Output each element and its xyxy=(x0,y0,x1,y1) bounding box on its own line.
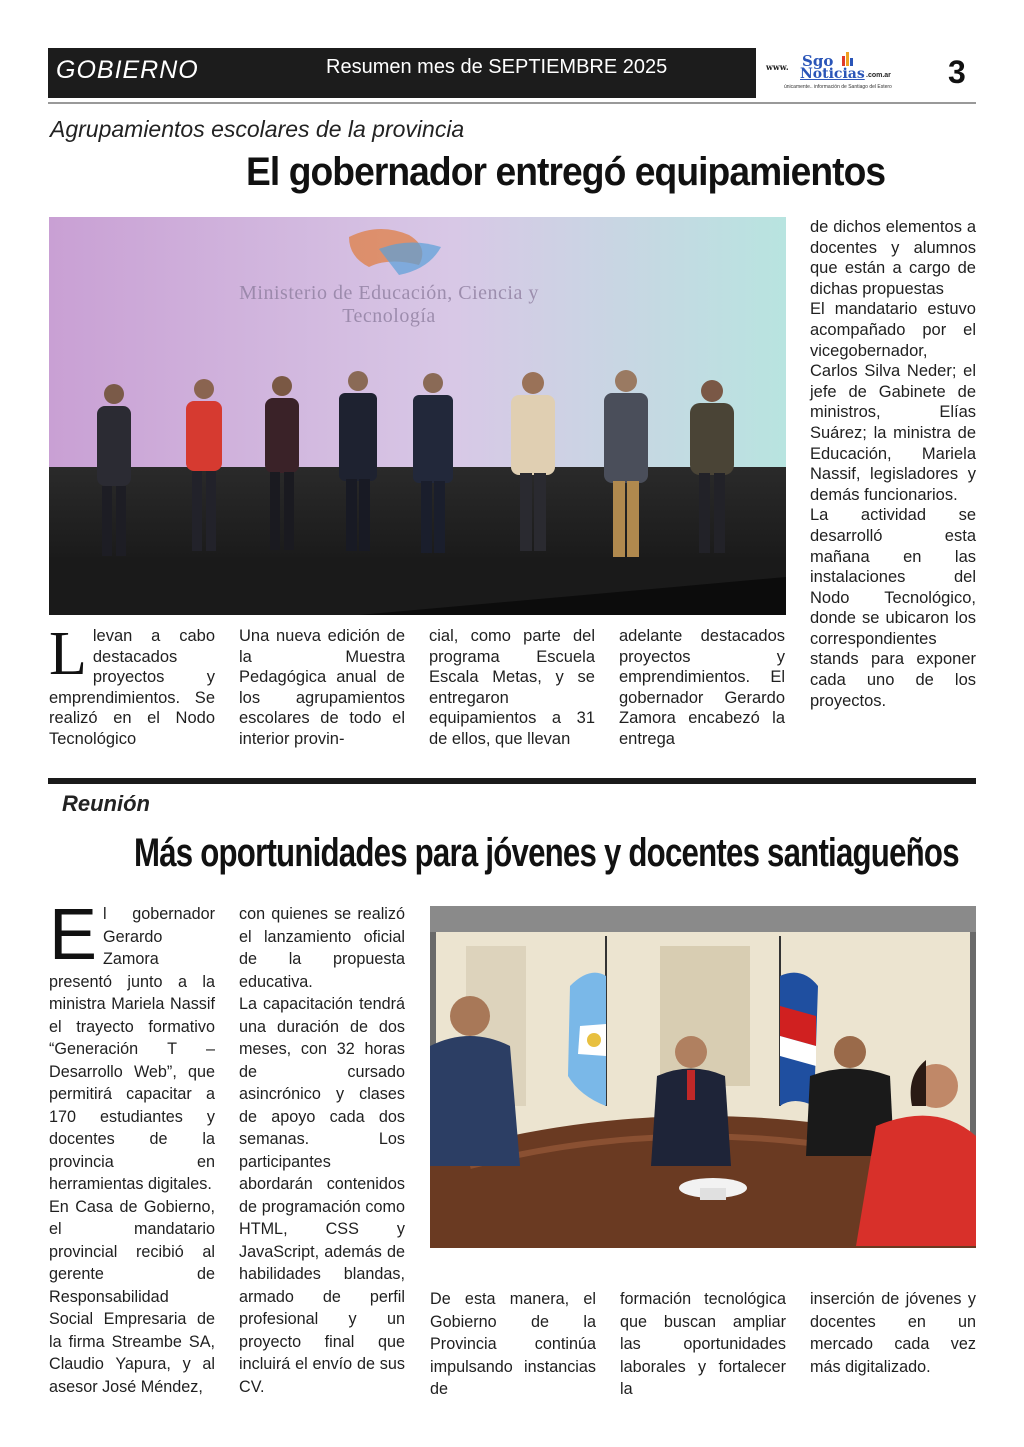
article1-column-4: adelante destacados proyectos y emprendimientos. El gobernador Gerardo Zamora encabezó la entrega xyxy=(619,627,785,748)
article2-column-2 xyxy=(239,903,405,1398)
article1-photo[interactable] xyxy=(49,217,786,615)
article2-column-4: formación tecnológica que buscan ampliar las oportunidades laborales y fortalecer la xyxy=(620,1290,786,1398)
article2-column-5: inserción de jóvenes y docentes en un mercado cada vez más digitalizado. xyxy=(810,1290,976,1376)
article1-column-1 xyxy=(49,620,215,750)
article2-column-1 xyxy=(49,895,215,1398)
article1-dropcap: L xyxy=(49,620,87,688)
logo-line2: Noticias xyxy=(800,66,865,82)
article1-col5-para2: El mandatario estuvo acompañado por el vicegobernador, Carlos Silva Neder; el jefe de Gabinete de ministros, Elías Suárez; la ministra de Educación, Mariela Nassif, legisladores y demás funcionarios. xyxy=(810,300,976,504)
article2-col1-para2: En Casa de Gobierno, el mandatario provincial recibió al gerente de Responsabilidad Social Empresaria de la firma Streambe SA, Claudio Yapura, y al asesor José Méndez, xyxy=(49,1197,215,1396)
section-label: GOBIERNO xyxy=(56,56,199,84)
article2-col2-para2: La capacitación tendrá una duración de dos meses, con 32 horas de cursado asincrónico y clases de apoyo cada dos semanas. Los participantes abordarán contenidos de programación como HTML, CSS y JavaScript, además de habilidades blandas, armado de perfil profesional y un proyecto final que incluirá el envío de sus CV. xyxy=(239,995,405,1396)
stage-backdrop-text: Ministerio de Educación, Ciencia y Tecnología xyxy=(239,282,539,327)
logo-bars-icon xyxy=(842,52,854,66)
article1-col5-para3: La actividad se desarrolló esta mañana en las instalaciones del Nodo Tecnológico, donde se ubicaron los correspondientes stands para exponer cada uno de los proyectos. xyxy=(810,506,976,710)
article1-column-5 xyxy=(810,217,976,711)
issue-date: Resumen mes de SEPTIEMBRE 2025 xyxy=(326,56,668,78)
site-logo[interactable] xyxy=(766,50,906,96)
logo-tagline: únicamente.. información de Santiago del Estero xyxy=(784,84,892,90)
article1-col5-para1: de dichos elementos a docentes y alumnos que están a cargo de dichas propuestas xyxy=(810,218,976,298)
article1-col1-text: levan a cabo destacados proyectos y emprendimientos. Se realizó en el Nodo Tecnológico xyxy=(49,627,215,748)
section-separator xyxy=(48,778,976,784)
article2-col1-para1: l gobernador Gerardo Zamora presentó junto a la ministra Mariela Nassif el trayecto formativo “Generación T – Desarrollo Web”, que permitirá capacitar a 170 estudiantes y docentes de la provincia en herramientas digitales. xyxy=(49,905,215,1193)
header-rule xyxy=(48,102,976,104)
article2-column-3: De esta manera, el Gobierno de la Provincia continúa impulsando instancias de xyxy=(430,1290,596,1398)
article2-headline: Más oportunidades para jóvenes y docentes santiagueños xyxy=(134,831,959,875)
page-number: 3 xyxy=(948,54,966,90)
article1-headline: El gobernador entregó equipamientos xyxy=(246,150,886,194)
article2-col2-para1: con quienes se realizó el lanzamiento oficial de la propuesta educativa. xyxy=(239,905,405,991)
article2-photo[interactable] xyxy=(430,906,976,1248)
meeting-photo-graphic xyxy=(430,906,976,1248)
article2-dropcap: E xyxy=(49,895,98,975)
article1-kicker: Agrupamientos escolares de la provincia xyxy=(50,116,465,142)
logo-line1: Sgo xyxy=(802,52,834,70)
article1-column-3: cial, como parte del programa Escuela Escala Metas, y se entregaron equipamientos a 31 de ellos, que llevan xyxy=(429,627,595,748)
logo-domain: .com.ar xyxy=(866,72,891,79)
logo-prefix: www. xyxy=(766,62,789,72)
article1-column-2: Una nueva edición de la Muestra Pedagógica anual de los agrupamientos escolares de todo el interior provin- xyxy=(239,627,405,748)
stage-photo-graphic xyxy=(49,217,786,615)
article2-kicker: Reunión xyxy=(62,791,150,816)
